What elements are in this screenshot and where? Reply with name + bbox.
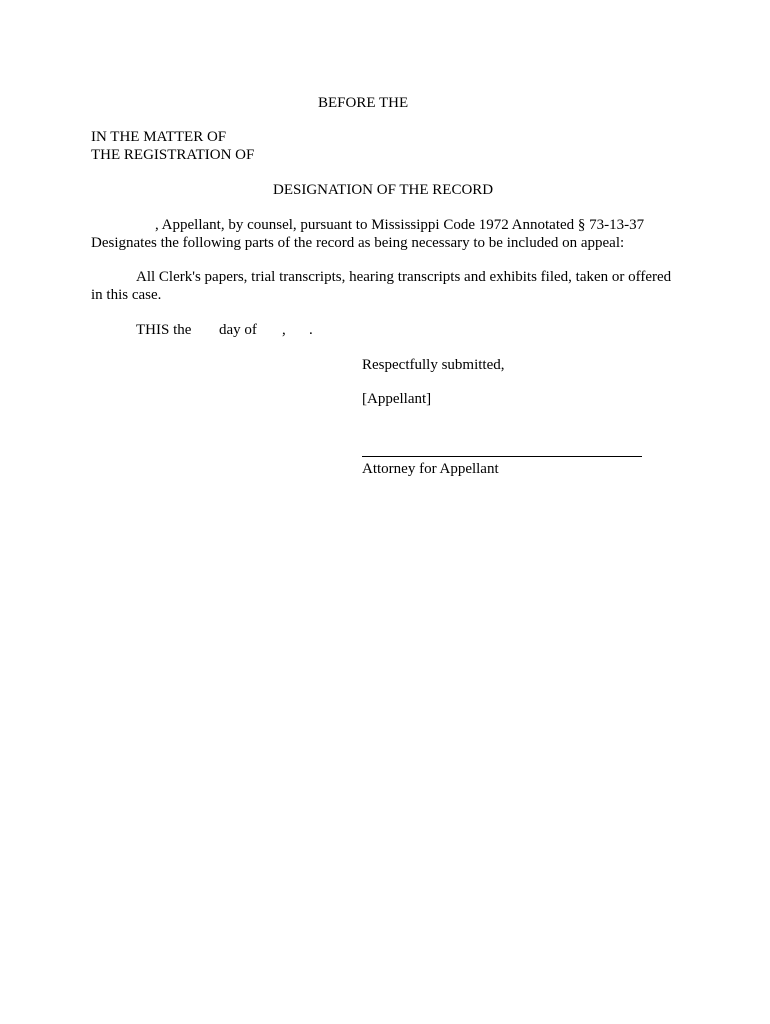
date-period: . [309, 322, 313, 338]
signature-line [362, 456, 642, 457]
signature-closing: Respectfully submitted, [362, 357, 505, 373]
paragraph-record-line1: All Clerk's papers, trial transcripts, hearing transcripts and exhibits filed, taken or offered [136, 269, 672, 285]
date-this-the: THIS the [136, 322, 192, 338]
signature-attorney-label: Attorney for Appellant [362, 461, 499, 477]
paragraph-appellant-line2: Designates the following parts of the record as being necessary to be included on appeal: [91, 235, 625, 251]
date-comma: , [282, 322, 286, 338]
document-title: DESIGNATION OF THE RECORD [273, 182, 494, 198]
caption-matter-line: IN THE MATTER OF [91, 129, 227, 145]
heading-before-the: BEFORE THE [318, 95, 409, 111]
caption-registration-line: THE REGISTRATION OF [91, 147, 255, 163]
paragraph-appellant-line1: , Appellant, by counsel, pursuant to Mississippi Code 1972 Annotated § 73-13-37 [155, 217, 645, 233]
signature-party: [Appellant] [362, 391, 432, 407]
paragraph-record-line2: in this case. [91, 287, 162, 303]
date-day-of: day of [219, 322, 257, 338]
